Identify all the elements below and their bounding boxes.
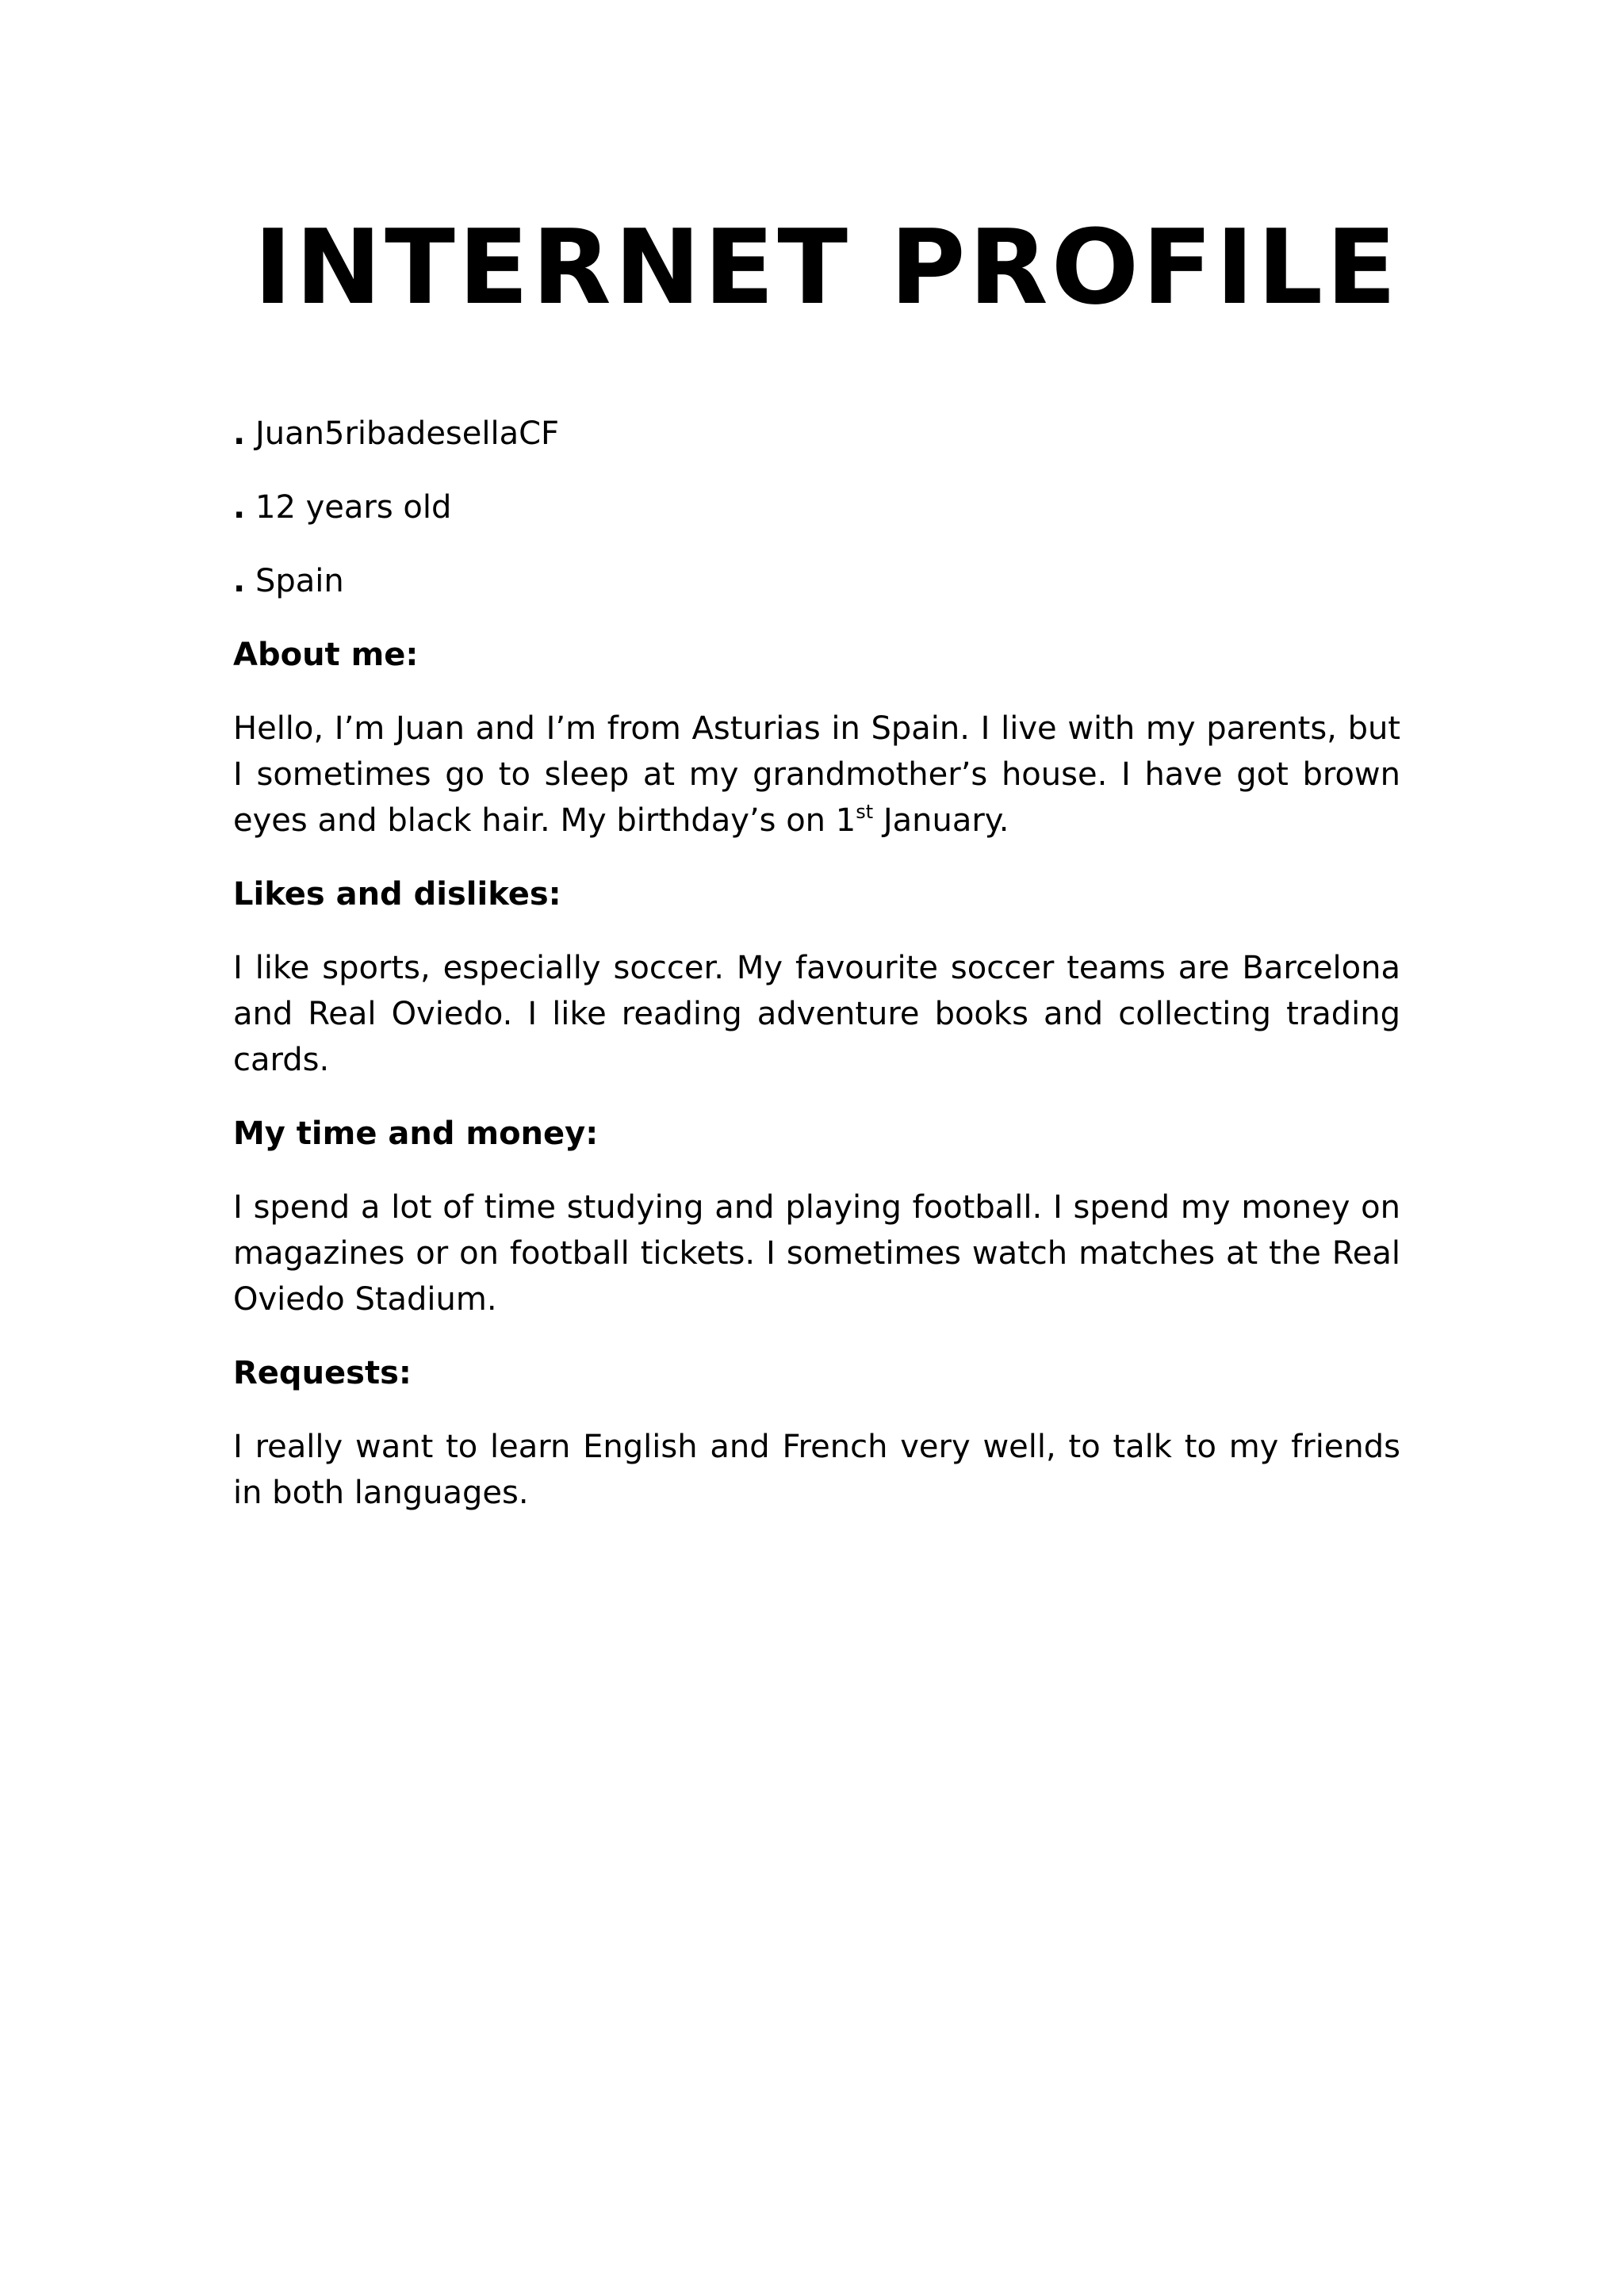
username-text: Juan5ribadesellaCF xyxy=(255,415,560,452)
page-title: INTERNET PROFILE xyxy=(254,207,1400,327)
time-money-heading: My time and money: xyxy=(233,1115,599,1152)
requests-paragraph: I really want to learn English and French very well, to talk to my friends in both languages. xyxy=(233,1429,1400,1511)
likes-paragraph: I like sports, especially soccer. My favourite soccer teams are Barcelona and Real Oviedo. I like reading adventure books and collecting trading cards. xyxy=(233,950,1400,1078)
about-paragraph xyxy=(233,706,1400,844)
about-text-end: January. xyxy=(873,802,1009,839)
age-item xyxy=(233,484,1400,530)
username-item xyxy=(233,411,1400,457)
time-money-paragraph: I spend a lot of time studying and playing football. I spend my money on magazines or on football tickets. I sometimes watch matches at the Real Oviedo Stadium. xyxy=(233,1189,1400,1318)
bullet-dot: . xyxy=(233,415,246,452)
age-text: 12 years old xyxy=(255,489,452,526)
requests-heading: Requests: xyxy=(233,1355,412,1391)
ordinal-suffix: st xyxy=(856,801,874,823)
about-text: Hello, I’m Juan and I’m from Asturias in Spain. I live with my parents, but I sometimes go to sleep at my grandmother’s house. I have got brown eyes and black hair. My birthday’s on 1 xyxy=(233,710,1400,839)
about-heading: About me: xyxy=(233,637,419,673)
country-text: Spain xyxy=(255,563,344,599)
likes-heading: Likes and dislikes: xyxy=(233,876,561,913)
country-item xyxy=(233,558,1400,604)
bullet-dot: . xyxy=(233,489,246,526)
profile-content xyxy=(233,411,1400,1544)
bullet-dot: . xyxy=(233,563,246,599)
